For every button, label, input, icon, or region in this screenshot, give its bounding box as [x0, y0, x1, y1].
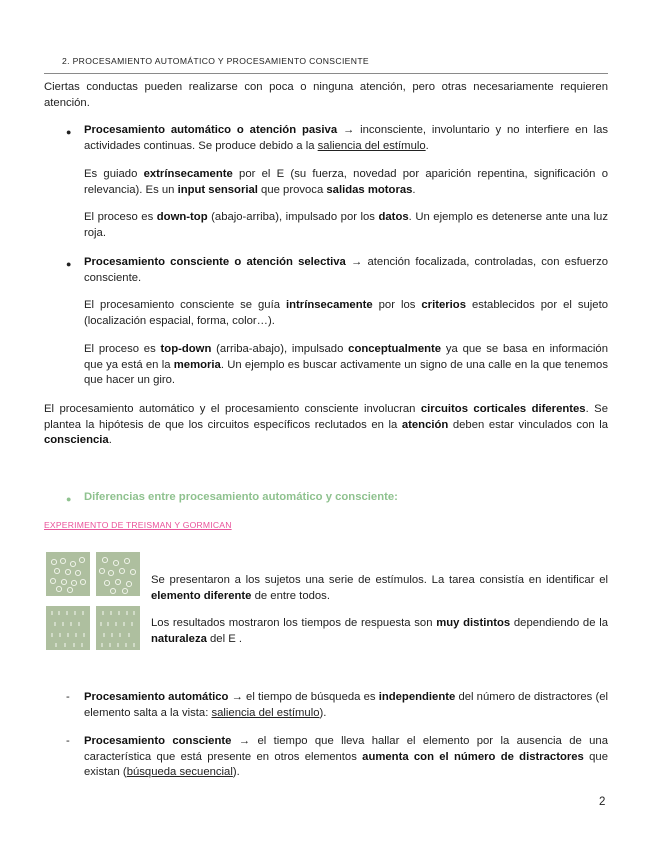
stimulus-circles-image-1 [46, 552, 90, 596]
conscious-intrinsic-paragraph: El procesamiento consciente se guía intrínsecamente por los criterios establecidos por el sujeto (localización espacial, forma, color…). [84, 299, 608, 327]
experiment-description: Se presentaron a los sujetos una serie de estímulos. La tarea consistía en identificar el elemento diferente de entre todos. [151, 574, 608, 602]
automatic-extrinsic-paragraph: Es guiado extrínsecamente por el E (su fuerza, novedad por aparición repentina, significación o relevancia). Es un input sensorial que provoca salidas motoras. [84, 168, 608, 196]
intro-paragraph: Ciertas conductas pueden realizarse con poca o ninguna atención, pero otras necesariamente requieren atención. [44, 81, 608, 109]
header-divider [44, 73, 608, 74]
experiment-results: Los resultados mostraron los tiempos de respuesta son muy distintos dependiendo de la naturaleza del E . [151, 617, 608, 645]
bullet-marker: ● [66, 259, 72, 269]
differences-heading: Diferencias entre procesamiento automático y consciente: [84, 491, 398, 503]
bullet-marker: ● [66, 494, 72, 504]
stimulus-lines-image-1 [46, 606, 90, 650]
dash-item-conscious: Procesamiento consciente → el tiempo que lleva hallar el elemento por la ausencia de una característica que está presente en otros elementos aumenta con el número de distractores que existan (búsqueda secuencial). [84, 735, 608, 778]
section-header: 2. PROCESAMIENTO AUTOMÁTICO Y PROCESAMIENTO CONSCIENTE [62, 56, 370, 66]
dash-marker: - [66, 691, 70, 703]
bullet-conscious: Procesamiento consciente o atención selectiva → atención focalizada, controladas, con esfuerzo consciente. [84, 256, 609, 284]
dash-item-automatic: Procesamiento automático → el tiempo de búsqueda es independiente del número de distractores (el elemento salta a la vista: saliencia del estímulo). [84, 691, 608, 719]
automatic-downtop-paragraph: El proceso es down-top (abajo-arriba), impulsado por los datos. Un ejemplo es detenerse ante una luz roja. [84, 211, 608, 239]
dash-marker: - [66, 735, 70, 747]
stimulus-lines-image-2 [96, 606, 140, 650]
page-number: 2 [599, 796, 606, 808]
experiment-title: EXPERIMENTO DE TREISMAN Y GORMICAN [44, 520, 232, 530]
bullet-automatic: Procesamiento automático o atención pasiva → inconsciente, involuntario y no interfiere en las actividades continuas. Se produce debido a la saliencia del estímulo. [84, 124, 609, 152]
stimulus-circles-image-2 [96, 552, 140, 596]
circuits-paragraph: El procesamiento automático y el procesamiento consciente involucran circuitos corticales diferentes. Se plantea la hipótesis de que los circuitos específicos reclutados en la atención deben estar vinculados con la consciencia. [44, 403, 608, 446]
conscious-topdown-paragraph: El proceso es top-down (arriba-abajo), impulsado conceptualmente ya que se basa en información que ya está en la memoria. Un ejemplo es buscar activamente un signo de una calle en la que tenemos que hacer un giro. [84, 343, 608, 386]
bullet-marker: ● [66, 127, 72, 137]
